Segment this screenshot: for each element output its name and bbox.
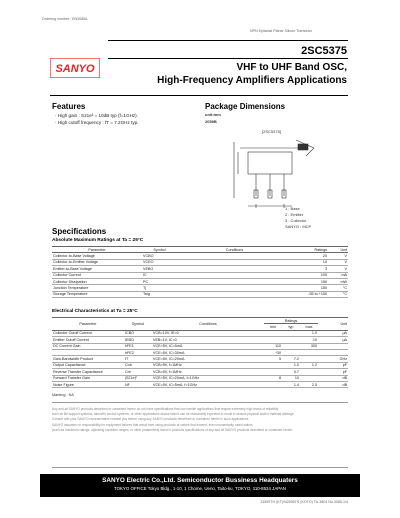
cell: fT: [124, 356, 152, 362]
cell: 10: [300, 337, 318, 343]
cell: VEBO: [142, 266, 177, 272]
cell: hFE2: [124, 349, 152, 355]
svg-text:SANYO: SANYO: [55, 63, 95, 75]
ratings-group-header: Ratings: [264, 318, 318, 324]
cell: DC Current Gain: [52, 343, 124, 349]
col-header: Conditions: [177, 247, 292, 253]
disclaimer-line: Consult with your SANYO representative nearest you before using any SANYO products described or contained herein in such applications.: [52, 417, 250, 422]
table-row: [52, 291, 348, 297]
col-header: Symbol: [142, 247, 177, 253]
cell: V: [328, 259, 348, 265]
disclaimer-line: Any and all SANYO products described or contained herein do not have specifications that can handle applications that require extremely high levels of reliability,: [52, 407, 279, 411]
cell: 3: [292, 266, 328, 272]
cell: VCE=5V, IC=20mA, f=1GHz: [152, 375, 264, 381]
cell: 1.0: [282, 362, 300, 368]
cell: Emitter Cutoff Current: [52, 337, 124, 343]
features-heading: Features: [52, 102, 86, 111]
pin-2: 2 : Emitter: [285, 212, 304, 217]
cell: 150: [292, 285, 328, 291]
cell: VCEO: [142, 259, 177, 265]
cell: -55 to +150: [292, 291, 328, 297]
title-line-2: High-Frequency Amplifiers Applications: [157, 75, 347, 86]
col-header: Ratings: [292, 247, 328, 253]
cell: Noise Figure: [52, 381, 124, 387]
part-number: 2SC5375: [301, 45, 347, 57]
electrical-heading: Electrical Characteristics at Ta = 25°C: [52, 309, 138, 314]
cell: 5: [264, 356, 282, 362]
cell: Collector Cutoff Current: [52, 330, 124, 336]
cell: 300: [300, 343, 318, 349]
col-header: max: [300, 324, 318, 330]
cell: dB: [318, 375, 348, 381]
features-list: [55, 112, 138, 126]
cell: [177, 291, 292, 297]
cell: 10: [292, 259, 328, 265]
abs-max-table: [52, 246, 348, 298]
disclaimer-line: (such as maximum ratings, operating condition ranges, or other parameters) listed in products specifications of any and all SANYO products described or contained herein.: [52, 427, 293, 432]
cell: Cob: [124, 362, 152, 368]
cell: Cre: [124, 369, 152, 375]
cell: 1.0: [300, 330, 318, 336]
cell: Emitter-to-Base Voltage: [52, 266, 142, 272]
cell: μA: [318, 330, 348, 336]
title-line-1: VHF to UHF Band OSC,: [236, 62, 347, 73]
cell: |S21e|²: [124, 375, 152, 381]
cell: VEB=1V, IC=0: [152, 337, 264, 343]
cell: mA: [328, 272, 348, 278]
cell: 1.4: [282, 381, 300, 387]
cell: IEBO: [124, 337, 152, 343]
cell: Forward Transfer Gain: [52, 375, 124, 381]
cell: VCBO: [142, 253, 177, 259]
cell: Storage Temperature: [52, 291, 142, 297]
cell: 110: [264, 343, 282, 349]
footer-bar: [40, 474, 360, 497]
cell: VCE=5V, IC=30mA: [152, 349, 264, 355]
pin-3: 3 : Collector: [285, 218, 307, 223]
cell: 20: [292, 253, 328, 259]
package-name: SANYO : MCP: [285, 224, 312, 229]
product-line-note: NPN Epitaxial Planar Silicon Transistor: [250, 29, 312, 33]
marking-note: Marking : NA: [52, 393, 74, 397]
cell: Collector Dissipation: [52, 278, 142, 284]
cell: °C: [328, 291, 348, 297]
cell: IC: [142, 272, 177, 278]
cell: °C: [328, 285, 348, 291]
cell: VCE=5V, IC=5mA: [152, 343, 264, 349]
col-header: Conditions: [152, 318, 264, 331]
cell: 10: [282, 375, 300, 381]
cell: hFE1: [124, 343, 152, 349]
cell: Output Capacitance: [52, 362, 124, 368]
col-header: Parameter: [52, 247, 142, 253]
specifications-heading: Specifications: [52, 227, 107, 236]
cell: VCB=5V, f=1MHz: [152, 369, 264, 375]
cell: Collector Current: [52, 272, 142, 278]
disclaimer-line: such as life-support systems, aircraft's control systems, or other applications whose failure can be reasonably expected to result in serious physical and/or material damage.: [52, 412, 295, 417]
cell: VCB=5V, f=1MHz: [152, 362, 264, 368]
header-rule-mid: [108, 58, 348, 59]
cell: Collector-to-Base Voltage: [52, 253, 142, 259]
cell: Tj: [142, 285, 177, 291]
cell: VCB=10V, IE=0: [152, 330, 264, 336]
cell: Reverse Transfer Capacitance: [52, 369, 124, 375]
cell: V: [328, 266, 348, 272]
cell: μA: [318, 337, 348, 343]
cell: 2.5: [300, 381, 318, 387]
abs-max-heading: Absolute Maximum Ratings at Ta = 25°C: [52, 238, 144, 243]
pin-list: [285, 206, 311, 230]
cell: 7.2: [282, 356, 300, 362]
electrical-table: [52, 317, 348, 388]
cell: *30: [264, 349, 282, 355]
footer-doc-code: 31599TH (KT)/N2596TS (KOTO) TA-3804 No.3085-1/4: [260, 500, 348, 504]
cell: [264, 381, 282, 387]
sanyo-logo: [50, 58, 100, 78]
cell: Gain-Bandwidth Product: [52, 356, 124, 362]
footer-address: TOKYO OFFICE Tokyo Bldg., 1-10, 1 Chome, Ueno, Taito-ku, TOKYO, 110-8534 JAPAN: [114, 486, 286, 491]
col-header: Unit: [328, 247, 348, 253]
cell: dB: [318, 381, 348, 387]
cell: 100: [292, 272, 328, 278]
product-title: [157, 61, 347, 87]
feature-item: · High gain : S21e² = 10dB typ (f=1GHz).: [55, 113, 138, 118]
cell: ICBO: [124, 330, 152, 336]
cell: 150: [292, 278, 328, 284]
col-header: min: [264, 324, 282, 330]
cell: VCE=5V, IC=20mA: [152, 356, 264, 362]
cell: Collector-to-Emitter Voltage: [52, 259, 142, 265]
cell: VCE=5V, IC=5mA, f=1GHz: [152, 381, 264, 387]
header-rule-top: [108, 40, 348, 41]
col-header: Parameter: [52, 318, 124, 331]
footer-company: SANYO Electric Co.,Ltd. Semiconductor Bussiness Headquaters: [102, 477, 298, 484]
disclaimer-line: SANYO assumes no responsibility for equipment failures that result from using products at values that exceed, even momentarily, rated values: [52, 422, 253, 427]
package-drawing: [210, 134, 340, 214]
col-header: Unit: [318, 318, 348, 331]
cell: 8: [264, 375, 282, 381]
cell: NF: [124, 381, 152, 387]
cell: Junction Temperature: [52, 285, 142, 291]
package-code: 2059B: [205, 119, 217, 124]
table-row: [52, 381, 348, 387]
header-rule-bottom: [50, 95, 348, 96]
cell: 1.2: [300, 362, 318, 368]
cell: GHz: [318, 356, 348, 362]
pin-1: 1 : Base: [285, 206, 300, 211]
col-header: typ: [282, 324, 300, 330]
cell: pF: [318, 369, 348, 375]
cell: mW: [328, 278, 348, 284]
col-header: Symbol: [124, 318, 152, 331]
disclaimer: [52, 402, 348, 468]
cell: V: [328, 253, 348, 259]
cell: pF: [318, 362, 348, 368]
feature-item: · High cutoff frequency : fT = 7.2GHz typ.: [55, 120, 139, 125]
package-part-label: [2SC5375]: [262, 129, 281, 134]
cell: Tstg: [142, 291, 177, 297]
ordering-number: Ordering number : EN3085A: [42, 17, 88, 21]
cell: 0.7: [282, 369, 300, 375]
package-heading: Package Dimensions: [205, 102, 286, 111]
cell: PC: [142, 278, 177, 284]
package-unit: unit:mm: [205, 112, 221, 117]
